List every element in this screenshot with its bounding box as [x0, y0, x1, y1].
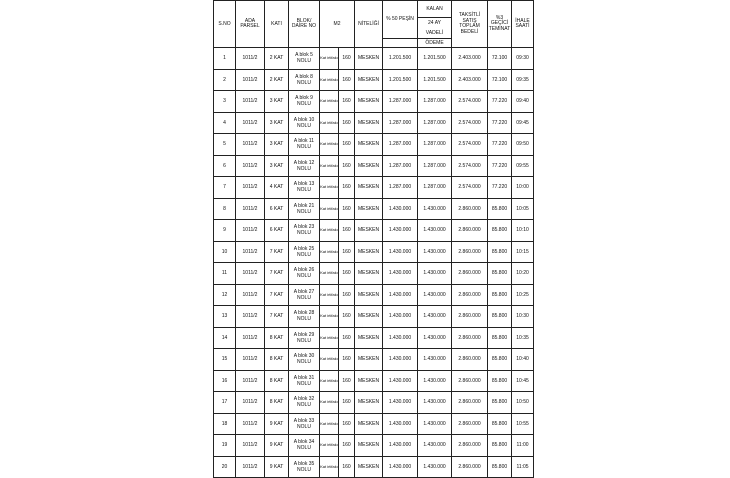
row-vadeli: 1.430.000 [418, 327, 452, 349]
header-odeme: ÖDEME [418, 39, 452, 48]
row-sno: 1 [214, 48, 236, 70]
row-kat: 4 KAT [265, 177, 289, 199]
row-niteligi: MESKEN [355, 456, 383, 478]
row-ada-parsel: 1011/2 [236, 327, 265, 349]
row-vadeli: 1.430.000 [418, 198, 452, 220]
row-sno: 20 [214, 456, 236, 478]
row-blok: A blok 31 NOLU [289, 370, 320, 392]
table-row [214, 112, 534, 134]
row-ada-parsel: 1011/2 [236, 198, 265, 220]
row-toplam: 2.403.000 [452, 48, 488, 70]
row-pesin: 1.430.000 [383, 220, 418, 242]
row-ada-parsel: 1011/2 [236, 220, 265, 242]
table-row [214, 392, 534, 414]
row-vadeli: 1.287.000 [418, 177, 452, 199]
header-m2: M2 [320, 1, 355, 48]
row-toplam: 2.860.000 [452, 220, 488, 242]
row-ada-parsel: 1011/2 [236, 91, 265, 113]
header-vadeli: VADELİ [425, 30, 444, 36]
row-toplam: 2.860.000 [452, 327, 488, 349]
row-ada-parsel: 1011/2 [236, 349, 265, 371]
row-teminat: 77.220 [488, 155, 512, 177]
row-niteligi-irtifak: Kat irtifakı [320, 435, 339, 457]
row-niteligi: MESKEN [355, 392, 383, 414]
table-row [214, 155, 534, 177]
row-saat: 10:15 [512, 241, 534, 263]
row-pesin: 1.430.000 [383, 370, 418, 392]
table-row [214, 327, 534, 349]
row-kat: 6 KAT [265, 198, 289, 220]
row-vadeli: 1.430.000 [418, 263, 452, 285]
row-pesin: 1.430.000 [383, 241, 418, 263]
row-kat: 8 KAT [265, 327, 289, 349]
row-niteligi-irtifak: Kat irtifakı [320, 263, 339, 285]
row-vadeli: 1.287.000 [418, 112, 452, 134]
row-saat: 09:55 [512, 155, 534, 177]
row-pesin: 1.430.000 [383, 306, 418, 328]
row-toplam: 2.860.000 [452, 370, 488, 392]
row-niteligi-irtifak: Kat irtifakı [320, 177, 339, 199]
row-niteligi: MESKEN [355, 69, 383, 91]
row-blok: A blok 8 NOLU [289, 69, 320, 91]
table-body [214, 48, 534, 478]
row-niteligi-irtifak: Kat irtifakı [320, 69, 339, 91]
row-vadeli: 1.430.000 [418, 413, 452, 435]
row-saat: 09:50 [512, 134, 534, 156]
row-niteligi: MESKEN [355, 263, 383, 285]
row-vadeli: 1.430.000 [418, 349, 452, 371]
row-niteligi-irtifak: Kat irtifakı [320, 198, 339, 220]
row-blok: A blok 5 NOLU [289, 48, 320, 70]
header-pesin-blank [383, 39, 418, 48]
row-saat: 11:05 [512, 456, 534, 478]
table-row [214, 435, 534, 457]
row-kat: 3 KAT [265, 112, 289, 134]
row-blok: A blok 9 NOLU [289, 91, 320, 113]
row-pesin: 1.287.000 [383, 155, 418, 177]
row-niteligi-irtifak: Kat irtifakı [320, 456, 339, 478]
document-page [213, 0, 530, 478]
row-kat: 6 KAT [265, 220, 289, 242]
row-m2: 160 [339, 241, 355, 263]
row-vadeli: 1.430.000 [418, 241, 452, 263]
row-m2: 160 [339, 263, 355, 285]
row-pesin: 1.430.000 [383, 327, 418, 349]
row-niteligi: MESKEN [355, 155, 383, 177]
row-m2: 160 [339, 435, 355, 457]
row-sno: 12 [214, 284, 236, 306]
row-ada-parsel: 1011/2 [236, 413, 265, 435]
row-kat: 7 KAT [265, 263, 289, 285]
row-vadeli: 1.430.000 [418, 220, 452, 242]
row-vadeli: 1.430.000 [418, 456, 452, 478]
table-row [214, 48, 534, 70]
table-row [214, 413, 534, 435]
row-teminat: 77.220 [488, 134, 512, 156]
row-ada-parsel: 1011/2 [236, 112, 265, 134]
row-blok: A blok 33 NOLU [289, 413, 320, 435]
header-blok: BLOK/ DAİRE NO [289, 1, 320, 48]
row-vadeli: 1.287.000 [418, 134, 452, 156]
row-pesin: 1.430.000 [383, 392, 418, 414]
table-row [214, 241, 534, 263]
row-niteligi-irtifak: Kat irtifakı [320, 155, 339, 177]
row-toplam: 2.860.000 [452, 284, 488, 306]
row-sno: 15 [214, 349, 236, 371]
row-toplam: 2.860.000 [452, 413, 488, 435]
row-vadeli: 1.430.000 [418, 284, 452, 306]
row-niteligi: MESKEN [355, 306, 383, 328]
header-kalan: KALAN [418, 1, 452, 18]
row-niteligi-irtifak: Kat irtifakı [320, 327, 339, 349]
row-sno: 16 [214, 370, 236, 392]
row-m2: 160 [339, 456, 355, 478]
row-saat: 10:45 [512, 370, 534, 392]
row-kat: 8 KAT [265, 349, 289, 371]
row-niteligi-irtifak: Kat irtifakı [320, 349, 339, 371]
row-teminat: 72.100 [488, 69, 512, 91]
table-row [214, 263, 534, 285]
table-row [214, 284, 534, 306]
row-niteligi: MESKEN [355, 241, 383, 263]
row-kat: 2 KAT [265, 48, 289, 70]
row-pesin: 1.430.000 [383, 413, 418, 435]
row-saat: 10:50 [512, 392, 534, 414]
row-niteligi-irtifak: Kat irtifakı [320, 48, 339, 70]
row-sno: 7 [214, 177, 236, 199]
row-m2: 160 [339, 306, 355, 328]
row-pesin: 1.430.000 [383, 435, 418, 457]
row-kat: 8 KAT [265, 392, 289, 414]
row-ada-parsel: 1011/2 [236, 435, 265, 457]
row-pesin: 1.201.500 [383, 48, 418, 70]
row-saat: 10:05 [512, 198, 534, 220]
row-niteligi-irtifak: Kat irtifakı [320, 241, 339, 263]
row-m2: 160 [339, 91, 355, 113]
row-niteligi-irtifak: Kat irtifakı [320, 134, 339, 156]
row-saat: 10:30 [512, 306, 534, 328]
table-row [214, 177, 534, 199]
row-m2: 160 [339, 370, 355, 392]
row-toplam: 2.860.000 [452, 435, 488, 457]
table-row [214, 198, 534, 220]
row-toplam: 2.574.000 [452, 177, 488, 199]
row-ada-parsel: 1011/2 [236, 155, 265, 177]
row-blok: A blok 13 NOLU [289, 177, 320, 199]
row-m2: 160 [339, 112, 355, 134]
row-niteligi-irtifak: Kat irtifakı [320, 220, 339, 242]
row-m2: 160 [339, 220, 355, 242]
sales-table [213, 0, 534, 478]
row-niteligi: MESKEN [355, 48, 383, 70]
row-ada-parsel: 1011/2 [236, 134, 265, 156]
row-blok: A blok 10 NOLU [289, 112, 320, 134]
row-sno: 2 [214, 69, 236, 91]
row-vadeli: 1.430.000 [418, 370, 452, 392]
row-toplam: 2.860.000 [452, 456, 488, 478]
table-row [214, 134, 534, 156]
row-ada-parsel: 1011/2 [236, 370, 265, 392]
header-teminat: %3 GEÇİCİ TEMİNAT [488, 1, 512, 48]
row-kat: 7 KAT [265, 241, 289, 263]
row-m2: 160 [339, 198, 355, 220]
row-teminat: 85.800 [488, 198, 512, 220]
table-row [214, 220, 534, 242]
row-niteligi: MESKEN [355, 370, 383, 392]
row-teminat: 85.800 [488, 241, 512, 263]
table-header [214, 1, 534, 48]
row-toplam: 2.574.000 [452, 134, 488, 156]
row-teminat: 85.800 [488, 456, 512, 478]
row-pesin: 1.430.000 [383, 198, 418, 220]
row-teminat: 85.800 [488, 284, 512, 306]
row-sno: 5 [214, 134, 236, 156]
header-vade-24-vadeli [418, 18, 452, 39]
row-ada-parsel: 1011/2 [236, 241, 265, 263]
row-pesin: 1.430.000 [383, 349, 418, 371]
row-blok: A blok 34 NOLU [289, 435, 320, 457]
row-toplam: 2.574.000 [452, 155, 488, 177]
row-blok: A blok 32 NOLU [289, 392, 320, 414]
row-pesin: 1.287.000 [383, 112, 418, 134]
header-kat: KATI [265, 1, 289, 48]
table-row [214, 69, 534, 91]
row-saat: 09:30 [512, 48, 534, 70]
row-blok: A blok 21 NOLU [289, 198, 320, 220]
row-blok: A blok 35 NOLU [289, 456, 320, 478]
row-niteligi: MESKEN [355, 112, 383, 134]
row-niteligi: MESKEN [355, 435, 383, 457]
row-saat: 11:00 [512, 435, 534, 457]
row-saat: 10:00 [512, 177, 534, 199]
row-toplam: 2.860.000 [452, 306, 488, 328]
row-toplam: 2.860.000 [452, 198, 488, 220]
row-kat: 7 KAT [265, 306, 289, 328]
row-niteligi-irtifak: Kat irtifakı [320, 370, 339, 392]
row-saat: 09:45 [512, 112, 534, 134]
row-blok: A blok 12 NOLU [289, 155, 320, 177]
table-row [214, 370, 534, 392]
row-m2: 160 [339, 134, 355, 156]
row-saat: 10:10 [512, 220, 534, 242]
row-teminat: 85.800 [488, 392, 512, 414]
row-sno: 17 [214, 392, 236, 414]
row-m2: 160 [339, 155, 355, 177]
row-niteligi-irtifak: Kat irtifakı [320, 413, 339, 435]
header-pesin: % 50 PEŞİN [383, 1, 418, 39]
row-kat: 9 KAT [265, 413, 289, 435]
header-ada-parsel: ADA PARSEL [236, 1, 265, 48]
row-sno: 10 [214, 241, 236, 263]
row-teminat: 72.100 [488, 48, 512, 70]
row-niteligi: MESKEN [355, 198, 383, 220]
row-vadeli: 1.201.500 [418, 69, 452, 91]
row-blok: A blok 27 NOLU [289, 284, 320, 306]
row-toplam: 2.574.000 [452, 91, 488, 113]
row-pesin: 1.430.000 [383, 456, 418, 478]
row-toplam: 2.860.000 [452, 349, 488, 371]
header-niteligi: NİTELİĞİ [355, 1, 383, 48]
row-vadeli: 1.430.000 [418, 435, 452, 457]
table-row [214, 456, 534, 478]
row-niteligi-irtifak: Kat irtifakı [320, 284, 339, 306]
table-row [214, 91, 534, 113]
row-teminat: 85.800 [488, 413, 512, 435]
row-m2: 160 [339, 327, 355, 349]
row-vadeli: 1.430.000 [418, 392, 452, 414]
row-teminat: 77.220 [488, 91, 512, 113]
table-row [214, 349, 534, 371]
row-kat: 9 KAT [265, 435, 289, 457]
row-blok: A blok 28 NOLU [289, 306, 320, 328]
row-toplam: 2.860.000 [452, 392, 488, 414]
row-blok: A blok 11 NOLU [289, 134, 320, 156]
row-niteligi: MESKEN [355, 284, 383, 306]
row-vadeli: 1.430.000 [418, 306, 452, 328]
row-saat: 09:35 [512, 69, 534, 91]
row-sno: 3 [214, 91, 236, 113]
row-sno: 11 [214, 263, 236, 285]
row-teminat: 85.800 [488, 370, 512, 392]
row-toplam: 2.403.000 [452, 69, 488, 91]
row-m2: 160 [339, 284, 355, 306]
row-pesin: 1.430.000 [383, 263, 418, 285]
row-pesin: 1.287.000 [383, 177, 418, 199]
row-ada-parsel: 1011/2 [236, 263, 265, 285]
header-sno: S.NO [214, 1, 236, 48]
row-niteligi: MESKEN [355, 413, 383, 435]
row-ada-parsel: 1011/2 [236, 177, 265, 199]
row-niteligi: MESKEN [355, 91, 383, 113]
row-niteligi: MESKEN [355, 349, 383, 371]
row-niteligi-irtifak: Kat irtifakı [320, 306, 339, 328]
row-kat: 8 KAT [265, 370, 289, 392]
row-ada-parsel: 1011/2 [236, 456, 265, 478]
row-blok: A blok 25 NOLU [289, 241, 320, 263]
row-teminat: 77.220 [488, 112, 512, 134]
row-saat: 10:25 [512, 284, 534, 306]
row-sno: 14 [214, 327, 236, 349]
row-kat: 3 KAT [265, 134, 289, 156]
row-sno: 19 [214, 435, 236, 457]
row-toplam: 2.860.000 [452, 241, 488, 263]
row-niteligi: MESKEN [355, 177, 383, 199]
row-blok: A blok 29 NOLU [289, 327, 320, 349]
row-blok: A blok 30 NOLU [289, 349, 320, 371]
row-m2: 160 [339, 413, 355, 435]
row-vadeli: 1.287.000 [418, 155, 452, 177]
row-ada-parsel: 1011/2 [236, 284, 265, 306]
row-kat: 9 KAT [265, 456, 289, 478]
row-pesin: 1.287.000 [383, 134, 418, 156]
row-kat: 3 KAT [265, 155, 289, 177]
row-kat: 7 KAT [265, 284, 289, 306]
row-sno: 8 [214, 198, 236, 220]
row-niteligi-irtifak: Kat irtifakı [320, 91, 339, 113]
row-pesin: 1.287.000 [383, 91, 418, 113]
row-teminat: 85.800 [488, 327, 512, 349]
row-teminat: 85.800 [488, 349, 512, 371]
row-toplam: 2.574.000 [452, 112, 488, 134]
row-ada-parsel: 1011/2 [236, 48, 265, 70]
row-ada-parsel: 1011/2 [236, 392, 265, 414]
row-pesin: 1.430.000 [383, 284, 418, 306]
row-m2: 160 [339, 69, 355, 91]
row-niteligi: MESKEN [355, 220, 383, 242]
row-vadeli: 1.201.500 [418, 48, 452, 70]
row-saat: 10:55 [512, 413, 534, 435]
row-kat: 3 KAT [265, 91, 289, 113]
row-saat: 10:20 [512, 263, 534, 285]
row-blok: A blok 26 NOLU [289, 263, 320, 285]
row-m2: 160 [339, 177, 355, 199]
header-taksitli: TAKSİTLİ SATIŞ TOPLAM BEDELİ [452, 1, 488, 48]
row-ada-parsel: 1011/2 [236, 306, 265, 328]
row-niteligi: MESKEN [355, 327, 383, 349]
row-teminat: 85.800 [488, 263, 512, 285]
row-niteligi-irtifak: Kat irtifakı [320, 392, 339, 414]
header-ihale: İHALE SAATİ [512, 1, 534, 48]
row-toplam: 2.860.000 [452, 263, 488, 285]
row-ada-parsel: 1011/2 [236, 69, 265, 91]
row-sno: 4 [214, 112, 236, 134]
row-sno: 6 [214, 155, 236, 177]
row-sno: 9 [214, 220, 236, 242]
row-teminat: 85.800 [488, 306, 512, 328]
row-teminat: 77.220 [488, 177, 512, 199]
row-saat: 09:40 [512, 91, 534, 113]
row-saat: 10:40 [512, 349, 534, 371]
header-vade-24: 24 AY [428, 20, 441, 26]
row-vadeli: 1.287.000 [418, 91, 452, 113]
row-kat: 2 KAT [265, 69, 289, 91]
row-teminat: 85.800 [488, 220, 512, 242]
table-row [214, 306, 534, 328]
row-niteligi: MESKEN [355, 134, 383, 156]
row-sno: 18 [214, 413, 236, 435]
row-sno: 13 [214, 306, 236, 328]
row-m2: 160 [339, 392, 355, 414]
row-m2: 160 [339, 48, 355, 70]
row-m2: 160 [339, 349, 355, 371]
row-pesin: 1.201.500 [383, 69, 418, 91]
row-teminat: 85.800 [488, 435, 512, 457]
row-saat: 10:35 [512, 327, 534, 349]
row-blok: A blok 23 NOLU [289, 220, 320, 242]
row-niteligi-irtifak: Kat irtifakı [320, 112, 339, 134]
